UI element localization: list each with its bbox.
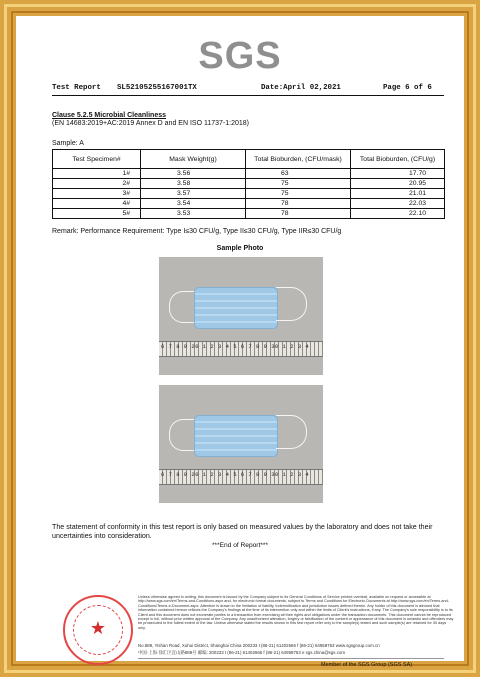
mask-body: [194, 287, 278, 329]
header-rule: [52, 95, 444, 96]
col-header-weight: Mask Weight(g): [141, 150, 246, 169]
report-number: SL52105255167001TX: [117, 84, 197, 92]
end-of-report: ***End of Report***: [211, 542, 269, 549]
cell-specimen: 5#: [53, 209, 141, 219]
sample-photo-back: [159, 385, 323, 503]
test-report-label: Test Report: [52, 84, 101, 92]
ruler-numbers: 6 7 8 9 20 1 2 3 4 5 6 7 8 9 30 1 2 3 4: [161, 343, 310, 350]
cell-weight: 3.56: [141, 169, 246, 179]
address-chinese: 中国·上海·徐汇区宜山路889号 邮编: 200233 t (86-21) 61402666 f (86-21) 64958763 e sgs.china@sgs.com: [138, 650, 346, 655]
photo-title: Sample Photo: [216, 245, 264, 252]
col-header-cfu-g: Total Bioburden, (CFU/g): [351, 150, 445, 169]
sample-label: Sample: A: [52, 140, 84, 147]
footer-rule: [138, 658, 444, 659]
cell-specimen: 3#: [53, 189, 141, 199]
clause-title: Clause 5.2.5 Microbial Cleanliness: [52, 112, 166, 119]
star-icon: ★: [89, 618, 107, 638]
sample-photo-front: [159, 257, 323, 375]
cell-cfu-g: 20.95: [351, 179, 445, 189]
cell-cfu-mask: 78: [246, 199, 351, 209]
ruler-numbers: 6 7 8 9 20 1 2 3 4 5 6 7 8 9 30 1 2 3 4: [161, 471, 310, 478]
table-row: [53, 169, 445, 179]
cell-cfu-g: 22.10: [351, 209, 445, 219]
cell-specimen: 4#: [53, 199, 141, 209]
table-row: [53, 189, 445, 199]
member-note: Member of the SGS Group (SGS SA): [321, 662, 413, 668]
cell-cfu-mask: 78: [246, 209, 351, 219]
ear-loop-right: [276, 415, 307, 449]
sgs-logo: SGS: [198, 35, 282, 77]
table-row: [53, 199, 445, 209]
cell-cfu-g: 17.70: [351, 169, 445, 179]
cell-specimen: 2#: [53, 179, 141, 189]
table-header-row: [53, 150, 445, 169]
terms-fine-print: Unless otherwise agreed in writing, this document is issued by the Company subject to its General Conditions of Service printed overleaf, available on request or accessible at http://www.sgs.com/en/Terms-and-Conditions.aspx and, for electronic format documents, subject to Terms and Conditions for Electronic Documents at http://www.sgs.com/en/Terms-and-Conditions/Terms-e-Document.aspx. Attention is drawn to the limitation of liability, indemnification and jurisdiction issues defined therein. Any holder of this document is advised that information contained hereon reflects the Company's findings at the time of its intervention only and within the limits of Client's instructions, if any. The Company's sole responsibility is to its Client and this document does not exonerate parties to a transaction from exercising all their rights and obligations under the transaction documents. This document cannot be reproduced except in full, without prior written approval of the Company. Any unauthorized alteration, forgery or falsification of the content or appearance of this document is unlawful and offenders may be prosecuted to the fullest extent of the law. Unless otherwise stated the results shown in this test report refer only to the sample(s) tested and such sample(s) are retained for 30 days only.: [138, 595, 454, 630]
cell-cfu-mask: 75: [246, 189, 351, 199]
mask-body: [194, 415, 278, 457]
cell-cfu-mask: 75: [246, 179, 351, 189]
table-row: [53, 179, 445, 189]
report-date: Date:April 02,2021: [261, 84, 341, 92]
results-table: [52, 149, 445, 219]
conformity-statement: The statement of conformity in this test report is only based on measured values by the laboratory and does not take their uncertainties into consideration.: [52, 523, 433, 540]
cell-cfu-g: 21.01: [351, 189, 445, 199]
cell-weight: 3.58: [141, 179, 246, 189]
cell-weight: 3.53: [141, 209, 246, 219]
cell-weight: 3.54: [141, 199, 246, 209]
clause-standards: (EN 14683:2019+AC:2019 Annex D and EN ISO 11737-1:2018): [52, 120, 249, 127]
col-header-specimen: Test Specimen#: [53, 150, 141, 169]
page-number: Page 6 of 6: [383, 84, 432, 92]
company-seal-icon: [63, 595, 133, 665]
performance-remark: Remark: Performance Requirement: Type I≤30 CFU/g, Type II≤30 CFU/g, Type IIR≤30 CFU/g: [52, 228, 342, 235]
cell-specimen: 1#: [53, 169, 141, 179]
address-english: No.889, Yishan Road, Xuhui District, Shanghai China 200233 t (86-21) 61402666 f (86-21) 64958763 www.sgsgroup.com.cn: [138, 643, 380, 648]
report-page: [16, 16, 464, 668]
ear-loop-right: [276, 287, 307, 321]
col-header-cfu-mask: Total Bioburden, (CFU/mask): [246, 150, 351, 169]
cell-cfu-g: 22.03: [351, 199, 445, 209]
cell-weight: 3.57: [141, 189, 246, 199]
table-row: [53, 209, 445, 219]
cell-cfu-mask: 63: [246, 169, 351, 179]
